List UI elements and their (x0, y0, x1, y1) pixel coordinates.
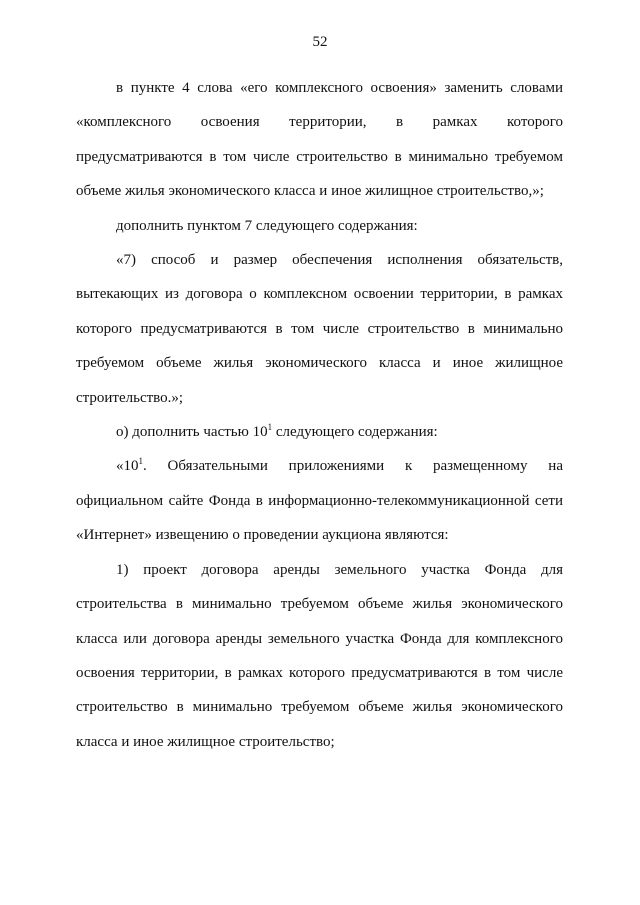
paragraph-add-part-10-1 (76, 415, 563, 449)
part-10-1-suffix: следующего содержания: (272, 424, 438, 441)
document-body (76, 71, 563, 759)
page-number: 52 (312, 34, 328, 50)
superscript-1: 1 (138, 456, 143, 467)
paragraph-part-10-1-text (76, 449, 563, 552)
paragraph-item-1: 1) проект договора аренды земельного участка Фонда для строительства в минимально требуемом объеме жилья экономического класса или договора аренды земельного участка Фонда для комплексного освоения территории, в рамках которого предусматриваются в том числе строительство в минимально требуемом объеме жилья экономического класса и иное жилищное строительство; (76, 561, 563, 750)
part-10-1-prefix: о) дополнить частью 10 (116, 424, 268, 441)
part-10-1-text-prefix: «10 (116, 458, 139, 475)
superscript-1: 1 (267, 422, 273, 433)
paragraph-point-7-text: «7) способ и размер обеспечения исполнения обязательств, вытекающих из договора о комплексном освоении территории, в рамках которого предусматриваются в том числе строительство в минимально требуемом объеме жилья экономического класса и иное жилищное строительство.»; (76, 252, 563, 406)
part-10-1-text-body: . Обязательными приложениями к размещенному на официальном сайте Фонда в информационно-телекоммуникационной сети «Интернет» извещению о проведении аукциона являются: (76, 458, 563, 544)
paragraph-amend-point-4: в пункте 4 слова «его комплексного освоения» заменить словами «комплексного освоения территории, в рамках которого предусматриваются в том числе строительство в минимально требуемом объеме жилья экономического класса и иное жилищное строительство,»; (76, 80, 563, 200)
paragraph-add-point-7: дополнить пунктом 7 следующего содержания: (116, 217, 418, 234)
